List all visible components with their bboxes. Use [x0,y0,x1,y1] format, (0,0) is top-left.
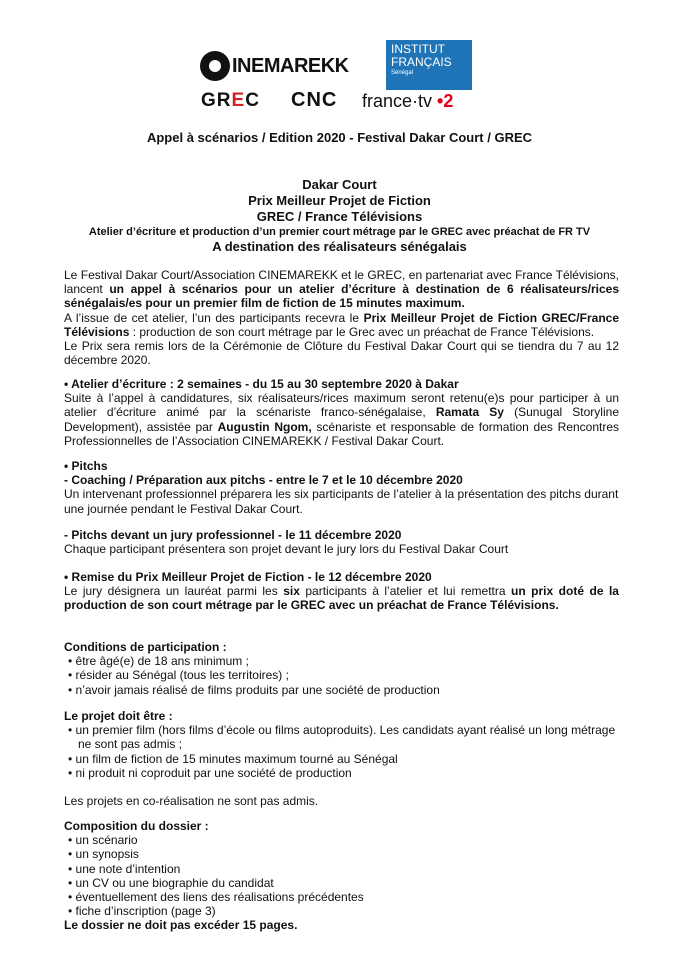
header-block [0,177,679,255]
header-line-1: Dakar Court [302,177,377,192]
atelier-text: Suite à l’appel à candidatures, six réalisateurs/rices maximum seront retenu(e)s pour participer à un atelier d’écriture animé par la scénariste franco-sénégalaise, Ramata Sy (Sunugal Storyline Development), assistée par Augustin Ngom, scénariste et responsable de formation des Rencontres Professionnelles de l’Association CINEMAREKK / Festival Dakar Court. [64,391,620,448]
list-item: • fiche d’inscription (page 3) [64,904,619,918]
list-item: • résider au Sénégal (tous les territoires) ; [64,668,619,682]
jury-text: Chaque participant présentera son projet devant le jury lors du Festival Dakar Court [64,542,509,557]
projet-list [64,723,619,780]
dossier-heading: Composition du dossier : [64,819,209,833]
dossier-limit: Le dossier ne doit pas excéder 15 pages. [64,918,298,933]
list-item: • un CV ou une biographie du candidat [64,876,619,890]
list-item: • ni produit ni coproduit par une société de production [64,766,619,780]
jury-section [64,528,619,556]
list-item: • éventuellement des liens des réalisations précédentes [64,890,619,904]
remise-section [64,570,619,613]
list-item: • un film de fiction de 15 minutes maximum tourné au Sénégal [64,752,619,766]
pitchs-section [64,459,619,516]
institut-francais-logo: INSTITUT FRANÇAIS Sénégal [386,40,472,90]
projet-section [64,709,619,808]
header-line-5: A destination des réalisateurs sénégalais [212,239,467,254]
atelier-section [64,377,619,448]
header-line-3: GREC / France Télévisions [256,209,423,224]
coaching-text: Un intervenant professionnel préparera les six participants de l’atelier à la présentation des pitchs durant une journée pendant le Festival Dakar Court. [64,487,619,516]
intro-paragraph-1: Le Festival Dakar Court/Association CINEMAREKK et le GREC, en partenariat avec France Télévisions, lancent un appel à scénarios pour un atelier d’écriture à destination de 6 réalisateurs/rices sénégalais/es pour un premier film de fiction de 15 minutes maximum. [64,268,620,311]
document-title: Appel à scénarios / Edition 2020 - Festival Dakar Court / GREC [146,130,533,145]
cinemarekk-logo: INEMAREKK [200,46,349,86]
pitchs-heading: • Pitchs [64,459,108,473]
france-tv-logo: france·tv •2 [362,91,454,111]
jury-heading: - Pitchs devant un jury professionnel - le 11 décembre 2020 [64,528,402,542]
conditions-list [64,654,619,697]
intro-paragraph-2: A l’issue de cet atelier, l’un des participants recevra le Prix Meilleur Projet de Fiction GREC/France Télévisions : production de son court métrage par le Grec avec un préachat de France Télévisions. [64,310,619,339]
list-item: • une note d’intention [64,862,619,876]
list-item: • un synopsis [64,847,619,861]
conditions-heading: Conditions de participation : [64,640,227,654]
projet-note: Les projets en co-réalisation ne sont pas admis. [64,794,319,809]
conditions-section [64,640,619,697]
header-line-4: Atelier d’écriture et production d’un premier court métrage par le GREC avec préachat de FR TV [88,226,591,238]
coaching-heading: - Coaching / Préparation aux pitchs - entre le 7 et le 10 décembre 2020 [64,473,463,488]
cnc-logo: CNC [291,89,338,111]
film-reel-icon [200,51,230,81]
list-item: • un scénario [64,833,619,847]
dossier-list [64,833,619,918]
dossier-section [64,819,619,933]
intro-section [64,268,619,367]
remise-heading: • Remise du Prix Meilleur Projet de Fiction - le 12 décembre 2020 [64,570,432,584]
atelier-heading: • Atelier d’écriture : 2 semaines - du 15 au 30 septembre 2020 à Dakar [64,377,459,391]
header-line-2: Prix Meilleur Projet de Fiction [248,193,431,208]
list-item: • un premier film (hors films d’école ou films autoproduits). Les candidats ayant réalisé un long métrage ne sont pas admis ; [64,723,619,751]
remise-text: Le jury désignera un lauréat parmi les six participants à l’atelier et lui remettra un prix doté de la production de son court métrage par le GREC avec un préachat de France Télévisions. [64,584,619,613]
list-item: • être âgé(e) de 18 ans minimum ; [64,654,619,668]
logo-bar [0,0,679,120]
projet-heading: Le projet doit être : [64,709,173,723]
list-item: • n’avoir jamais réalisé de films produits par une société de production [64,683,619,697]
grec-logo: GREC [201,90,260,111]
intro-paragraph-3: Le Prix sera remis lors de la Cérémonie de Clôture du Festival Dakar Court qui se tiendra du 7 au 12 décembre 2020. [64,339,619,368]
